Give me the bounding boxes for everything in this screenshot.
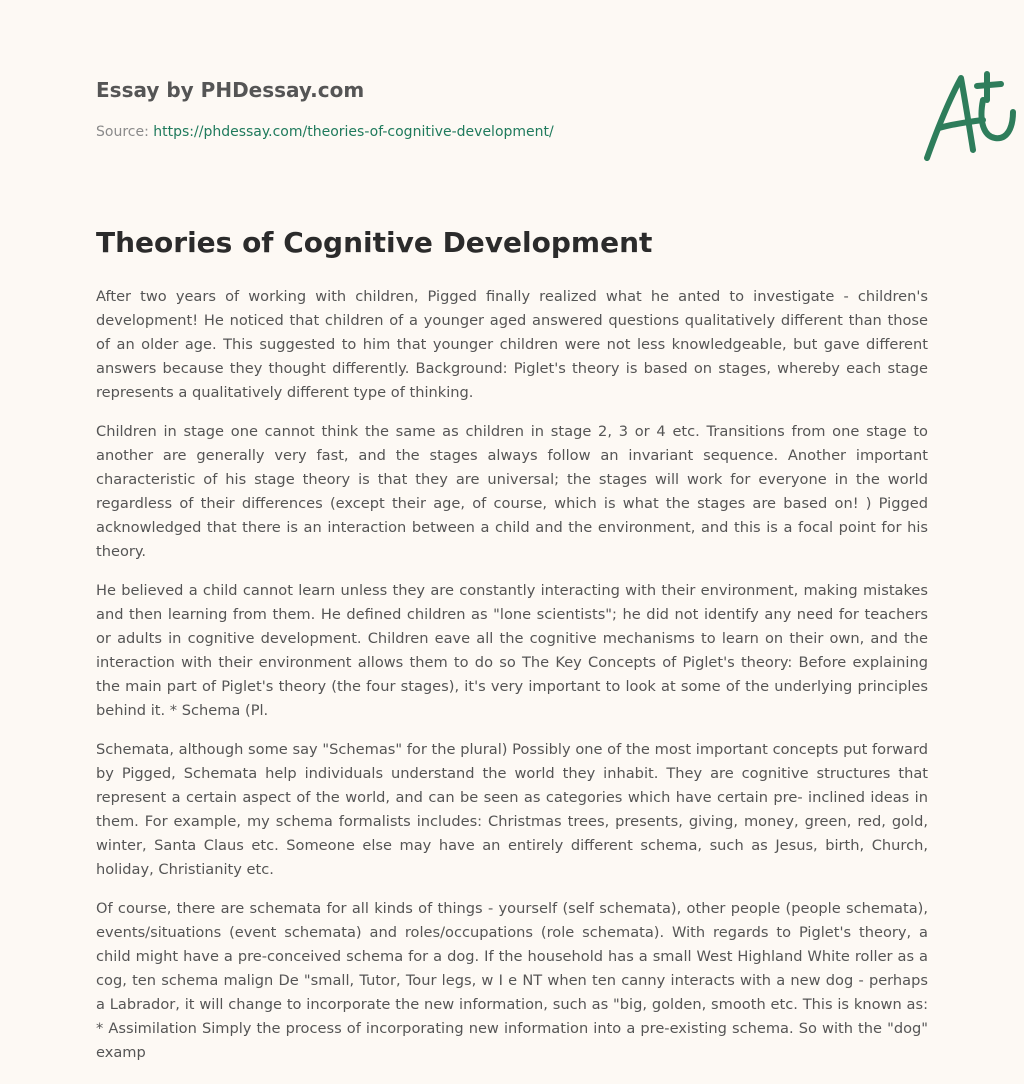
source-line — [96, 124, 554, 140]
essay-title: Theories of Cognitive Development — [96, 226, 653, 259]
source-label: Source: — [96, 124, 154, 140]
paragraph: After two years of working with children, Pigged finally realized what he anted to investigate - children's development! He noticed that children of a younger aged answered questions qualitatively different than those of an older age. This suggested to him that younger children were not less knowledgeable, but gave different answers because they thought differently. Background: Piglet's theory is based on stages, whereby each stage represents a qualitatively different type of thinking. — [96, 288, 928, 401]
essay-body — [96, 285, 928, 1080]
paragraph: He believed a child cannot learn unless they are constantly interacting with their environment, making mistakes and then learning from them. He defined children as "lone scientists"; he did not identify any need for teachers or adults in cognitive development. Children eave all the cognitive mechanisms to learn on their own, and the interaction with their environment allows them to do so The Key Concepts of Piglet's theory: Before explaining the main part of Piglet's theory (the four stages), it's very important to look at some of the underlying principles behind it. * Schema (Pl. — [96, 582, 928, 719]
site-brand: Essay by PHDessay.com — [96, 78, 365, 102]
paragraph: Children in stage one cannot think the same as children in stage 2, 3 or 4 etc. Transitions from one stage to another are generally very fast, and the stages always follow an invariant sequence. Another important characteristic of his stage theory is that they are universal; the stages will work for everyone in the world regardless of their differences (except their age, of course, which is what the stages are based on! ) Pigged acknowledged that there is an interaction between a child and the environment, and this is a focal point for his theory. — [96, 423, 928, 560]
paragraph: Of course, there are schemata for all kinds of things - yourself (self schemata), other people (people schemata), events/situations (event schemata) and roles/occupations (role schemata). With regards to Piglet's theory, a child might have a pre-conceived schema for a dog. If the household has a small West Highland White roller as a cog, ten schema malign De "small, Tutor, Tour legs, w I e NT when ten canny interacts with a new dog - perhaps a Labrador, it will change to incorporate the new information, such as "big, golden, smooth etc. This is known as: * Assimilation Simply the process of incorporating new information into a pre-existing schema. So with the "dog" examp — [96, 900, 928, 1061]
source-link[interactable]: https://phdessay.com/theories-of-cognitive-development/ — [153, 124, 554, 140]
paragraph: Schemata, although some say "Schemas" for the plural) Possibly one of the most important concepts put forward by Pigged, Schemata help individuals understand the world they inhabit. They are cognitive structures that represent a certain aspect of the world, and can be seen as categories which have certain pre- inclined ideas in them. For example, my schema formalists includes: Christmas trees, presents, giving, money, green, red, gold, winter, Santa Claus etc. Someone else may have an entirely different schema, such as Jesus, birth, Church, holiday, Christianity etc. — [96, 741, 928, 878]
a-plus-icon — [921, 70, 1023, 162]
